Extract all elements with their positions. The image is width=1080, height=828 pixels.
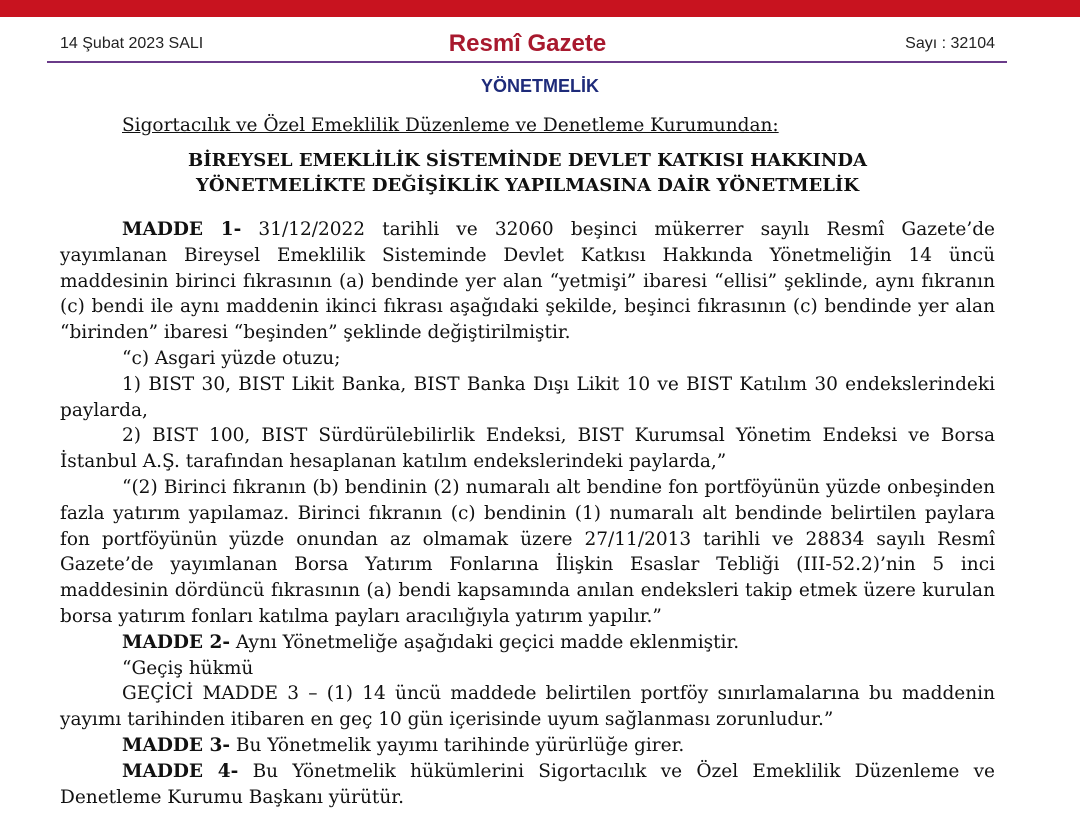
regulation-title-line-2: YÖNETMELİKTE DEĞİŞİKLİK YAPILMASINA DAİR YÖNETMELİK	[196, 175, 859, 196]
gazette-title: Resmî Gazete	[448, 30, 607, 57]
article-4-text: Bu Yönetmelik hükümlerini Sigortacılık ve Özel Emeklilik Düzenleme ve Denetleme Kurumu Başkanı yürütür.	[60, 760, 995, 808]
article-2-text: Aynı Yönetmeliğe aşağıdaki geçici madde eklenmiştir.	[230, 631, 740, 653]
issuing-institution: Sigortacılık ve Özel Emeklilik Düzenleme ve Denetleme Kurumundan:	[122, 115, 779, 136]
article-2	[60, 630, 995, 656]
article-3	[60, 733, 995, 759]
regulation-title	[60, 148, 995, 198]
regulation-body	[60, 217, 995, 810]
article-4-label: MADDE 4-	[122, 760, 239, 782]
article-1-text: 31/12/2022 tarihli ve 32060 beşinci mükerrer sayılı Resmî Gazete’de yayımlanan Bireysel Emeklilik Sisteminde Devlet Katkısı Hakkında Yönetmeliğin 14 üncü maddesinin birinci fıkrasının (a) bendinde yer alan “yetmişi” ibaresi “ellisi” şeklinde, aynı fıkranın (c) bendi ile aynı maddenin ikinci fıkrası aşağıdaki şekilde, beşinci fıkrasının (c) bendinde yer alan “birinden” ibaresi “beşinden” şeklinde değiştirilmiştir.	[60, 219, 995, 344]
provisional-article-3: GEÇİCİ MADDE 3 – (1) 14 üncü maddede belirtilen portföy sınırlamalarına bu maddenin yayımı tarihinden itibaren en geç 10 gün içerisinde uyum sağlanması zorunludur.”	[60, 683, 995, 731]
clause-c-item-2: 2) BIST 100, BIST Sürdürülebilirlik Endeksi, BIST Kurumsal Yönetim Endeksi ve Borsa İstanbul A.Ş. tarafından hesaplanan katılım endekslerindeki paylarda,”	[60, 425, 995, 473]
header-divider	[47, 61, 1007, 63]
article-4	[60, 759, 995, 811]
regulation-title-line-1: BİREYSEL EMEKLİLİK SİSTEMİNDE DEVLET KATKISI HAKKINDA	[188, 150, 867, 171]
section-heading: YÖNETMELİK	[480, 76, 599, 96]
paragraph-2: “(2) Birinci fıkranın (b) bendinin (2) numaralı alt bendine fon portföyünün yüzde onbeşinden fazla yatırım yapılamaz. Birinci fıkranın (c) bendinin (1) numaralı alt bendinde belirtilen paylara fon portföyünün yüzde onundan az olmamak üzere 27/11/2013 tarihli ve 28834 sayılı Resmî Gazete’de yayımlanan Borsa Yatırım Fonlarına İlişkin Esaslar Tebliği (III-52.2)’nin 5 inci maddesinin dördüncü fıkrasının (a) bendi kapsamında anılan endeksleri takip etmek üzere kurulan borsa yatırım fonları katılma payları aracılığıyla yatırım yapılır.”	[60, 476, 995, 627]
issue-number: Sayı : 32104	[905, 35, 995, 52]
issue-date: 14 Şubat 2023 SALI	[60, 35, 204, 52]
article-1-label: MADDE 1-	[122, 219, 242, 240]
top-color-bar	[0, 0, 1080, 17]
article-3-label: MADDE 3-	[122, 734, 231, 756]
clause-c-item-1: 1) BIST 30, BIST Likit Banka, BIST Banka Dışı Likit 10 ve BIST Katılım 30 endekslerindeki paylarda,	[60, 373, 995, 421]
article-2-label: MADDE 2-	[122, 631, 231, 653]
article-1	[60, 217, 995, 346]
transition-heading: “Geçiş hükmü	[122, 657, 254, 679]
clause-c: “c) Asgari yüzde otuzu;	[122, 347, 341, 369]
gazette-header	[60, 30, 995, 60]
article-3-text: Bu Yönetmelik yayımı tarihinde yürürlüğe girer.	[230, 734, 685, 756]
